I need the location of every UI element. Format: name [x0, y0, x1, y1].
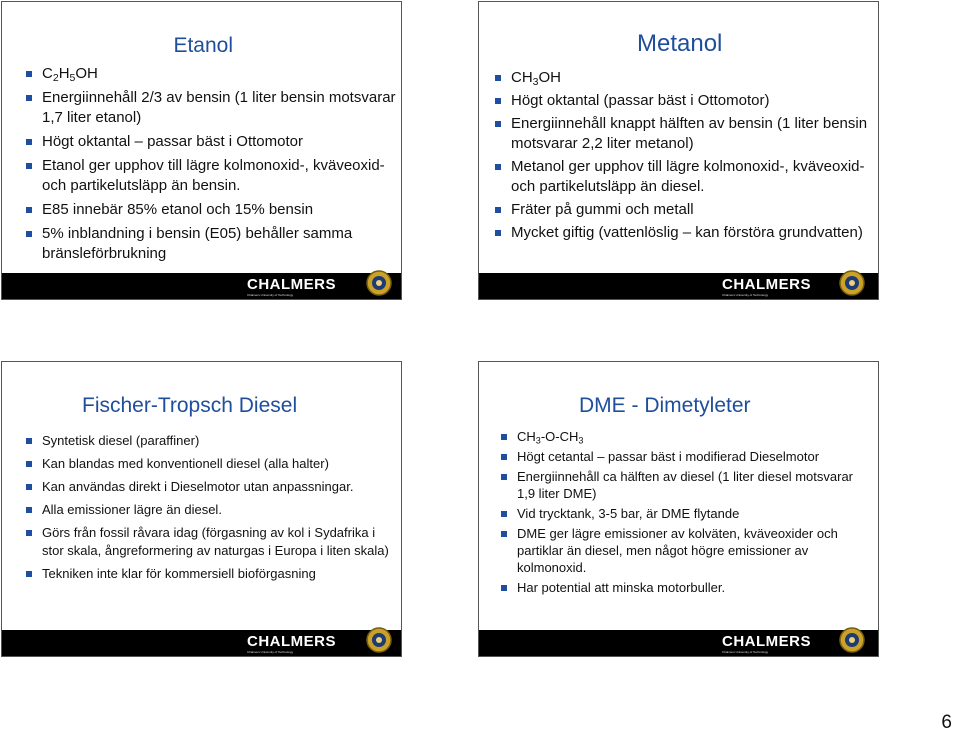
list-item	[26, 132, 396, 152]
bullet-list	[501, 428, 871, 599]
chalmers-logo-text: CHALMERS	[247, 633, 336, 650]
slide-etanol	[1, 1, 402, 300]
slide-footer	[2, 630, 401, 656]
list-item	[501, 428, 871, 445]
bullet-square-icon	[26, 71, 32, 77]
slide-dme	[478, 361, 879, 657]
bullet-square-icon	[501, 511, 507, 517]
list-item	[501, 468, 871, 502]
bullet-square-icon	[501, 585, 507, 591]
list-item	[495, 223, 875, 243]
slide-footer	[2, 273, 401, 299]
list-item-text: Högt cetantal – passar bäst i modifierad Dieselmotor	[517, 449, 820, 464]
bullet-square-icon	[26, 95, 32, 101]
formula-part: H	[58, 65, 70, 82]
list-item	[495, 91, 875, 111]
list-item	[26, 200, 396, 220]
formula-part: OH	[75, 65, 98, 82]
slide-title: Etanol	[173, 34, 233, 57]
list-item-text: Energiinnehåll 2/3 av bensin (1 liter bensin motsvarar 1,7 liter etanol)	[42, 89, 396, 126]
formula-part: CH	[517, 429, 536, 444]
formula-subscript: 5	[69, 72, 76, 85]
formula-part: C	[42, 65, 53, 82]
bullet-square-icon	[495, 207, 501, 213]
formula-subscript: 3	[578, 435, 584, 446]
bullet-square-icon	[26, 461, 32, 467]
list-item-text: Etanol ger upphov till lägre kolmonoxid-, kväveoxid- och partikelutsläpp än bensin.	[42, 157, 385, 194]
list-item	[26, 478, 396, 496]
list-item-text: Fräter på gummi och metall	[511, 201, 694, 218]
list-item	[495, 114, 875, 154]
list-item	[501, 525, 871, 576]
list-item-text: E85 innebär 85% etanol och 15% bensin	[42, 201, 314, 218]
bullet-square-icon	[495, 121, 501, 127]
list-item-text: Energiinnehåll ca hälften av diesel (1 liter diesel motsvarar 1,9 liter DME)	[517, 469, 854, 501]
chalmers-emblem-icon	[839, 269, 865, 297]
page-number: 6	[941, 712, 952, 733]
bullet-square-icon	[26, 163, 32, 169]
list-item-text: Kan blandas med konventionell diesel (alla halter)	[42, 456, 329, 471]
bullet-square-icon	[26, 571, 32, 577]
bullet-list	[26, 64, 396, 268]
bullet-square-icon	[501, 531, 507, 537]
list-item-text: Mycket giftig (vattenlöslig – kan förstöra grundvatten)	[511, 224, 863, 241]
chalmers-tagline: Chalmers University of Technology	[247, 650, 294, 654]
formula-part: CH	[511, 69, 533, 86]
list-item	[501, 505, 871, 522]
list-item	[26, 64, 396, 84]
formula-subscript: 3	[535, 435, 541, 446]
bullet-square-icon	[26, 231, 32, 237]
list-item	[495, 68, 875, 88]
chalmers-tagline: Chalmers University of Technology	[722, 293, 769, 297]
list-item	[495, 200, 875, 220]
list-item	[26, 224, 396, 264]
list-item	[26, 88, 396, 128]
bullet-square-icon	[26, 507, 32, 513]
bullet-square-icon	[26, 530, 32, 536]
slide-metanol	[478, 1, 879, 300]
list-item-text: Kan användas direkt i Dieselmotor utan anpassningar.	[42, 479, 354, 494]
slide-title: Metanol	[637, 30, 723, 57]
chalmers-logo-text: CHALMERS	[722, 276, 811, 293]
list-item	[26, 432, 396, 450]
list-item	[501, 579, 871, 596]
slide-title: Fischer-Tropsch Diesel	[82, 394, 298, 417]
list-item-text: Tekniken inte klar för kommersiell bioförgasning	[42, 566, 316, 581]
bullet-square-icon	[495, 164, 501, 170]
list-item	[495, 157, 875, 197]
list-item-text: Görs från fossil råvara idag (förgasning av kol i Sydafrika i stor skala, ångreformering av naturgas i Europa i liten skala)	[42, 525, 389, 558]
chalmers-emblem-icon	[366, 269, 392, 297]
list-item-text: 5% inblandning i bensin (E05) behåller samma bränsleförbrukning	[42, 225, 353, 262]
chalmers-emblem-icon	[366, 626, 392, 654]
chalmers-tagline: Chalmers University of Technology	[722, 650, 769, 654]
list-item-text: DME ger lägre emissioner av kolväten, kväveoxider och partiklar än diesel, men något högre emissioner av kolmonoxid.	[517, 526, 838, 575]
bullet-square-icon	[26, 484, 32, 490]
slide-footer	[479, 273, 878, 299]
chalmers-logo-text: CHALMERS	[247, 276, 336, 293]
list-item	[26, 501, 396, 519]
list-item-text: Vid trycktank, 3-5 bar, är DME flytande	[517, 506, 740, 521]
bullet-square-icon	[26, 139, 32, 145]
list-item	[26, 455, 396, 473]
list-item	[26, 565, 396, 583]
slide-footer	[479, 630, 878, 656]
slide-fischer-tropsch	[1, 361, 402, 657]
bullet-square-icon	[26, 438, 32, 444]
list-item-text: Metanol ger upphov till lägre kolmonoxid-, kväveoxid- och partikelutsläpp än diesel.	[511, 158, 865, 195]
list-item-text: Energiinnehåll knappt hälften av bensin (1 liter bensin motsvarar 2,2 liter metanol)	[511, 115, 868, 152]
bullet-square-icon	[501, 474, 507, 480]
bullet-list	[26, 432, 396, 588]
list-item-text: Har potential att minska motorbuller.	[517, 580, 726, 595]
formula-part: -O-CH	[540, 429, 579, 444]
slide-title: DME - Dimetyleter	[579, 394, 751, 417]
formula-part: OH	[538, 69, 562, 86]
formula-subscript: 3	[532, 76, 539, 89]
bullet-square-icon	[495, 98, 501, 104]
list-item-text: Högt oktantal (passar bäst i Ottomotor)	[511, 92, 770, 109]
chalmers-tagline: Chalmers University of Technology	[247, 293, 294, 297]
list-item	[26, 156, 396, 196]
list-item	[501, 448, 871, 465]
bullet-square-icon	[495, 75, 501, 81]
chalmers-logo-text: CHALMERS	[722, 633, 811, 650]
bullet-square-icon	[495, 230, 501, 236]
formula-subscript: 2	[52, 72, 59, 85]
chalmers-emblem-icon	[839, 626, 865, 654]
bullet-square-icon	[26, 207, 32, 213]
list-item	[26, 524, 396, 560]
bullet-square-icon	[501, 454, 507, 460]
list-item-text: Syntetisk diesel (paraffiner)	[42, 433, 200, 448]
bullet-list	[495, 68, 875, 246]
list-item-text: Alla emissioner lägre än diesel.	[42, 502, 222, 517]
bullet-square-icon	[501, 434, 507, 440]
list-item-text: Högt oktantal – passar bäst i Ottomotor	[42, 133, 303, 150]
